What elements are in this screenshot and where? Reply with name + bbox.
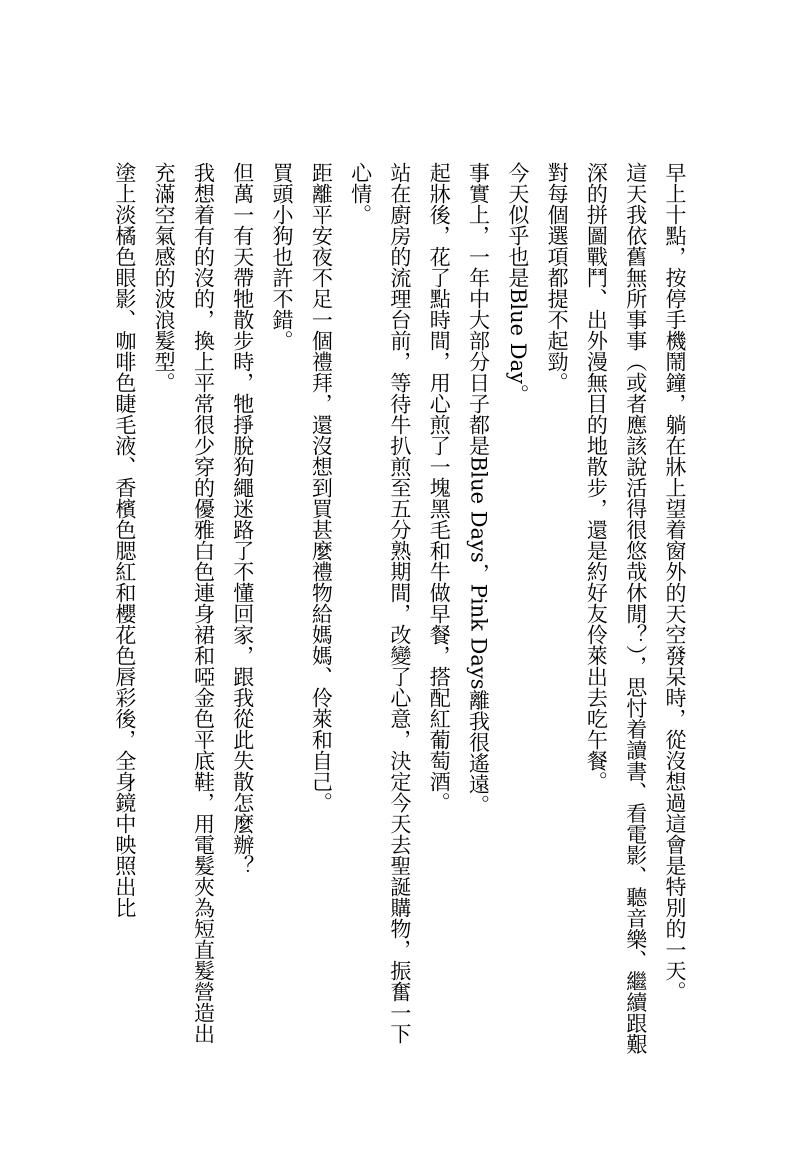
- paragraph-1: 早上十點，按停手機鬧鐘，躺在牀上望着窗外的天空發呆時，從沒想過這會是特別的一天。: [663, 162, 687, 1002]
- paragraph-4: 今天似乎也是Blue Day。: [505, 162, 530, 405]
- paragraph-10: 但萬一有天帶牠散步時，牠掙脫狗繩迷路了不懂回家，跟我從此失散怎麼辦？: [230, 162, 255, 876]
- paragraph-8: 距離平安夜不足一個禮拜，還沒想到買甚麼禮物給媽媽、伶萊和自己。: [309, 162, 334, 813]
- vertical-text-body: [105, 162, 694, 1062]
- paragraph-6: 起牀後，花了點時間，用心煎了一塊黑毛和牛做早餐，搭配紅葡萄酒。: [427, 162, 452, 813]
- paragraph-2: 這天我依舊無所事事（或者應該說活得很悠哉休閒？），思忖着讀書、看電影、聽音樂、繼續跟艱深的拼圖戰鬥、出外漫無目的地散步，還是約好友伶萊出去吃午餐。: [584, 162, 648, 1055]
- paragraph-11: 我想着有的沒的，換上平常很少穿的優雅白色連身裙和啞金色平底鞋，用電髮夾為短直髮營造出充滿空氣感的波浪髮型。: [152, 162, 216, 1044]
- paragraph-5: 事實上，一年中大部分日子都是Blue Days，Pink Days離我很遙遠。: [466, 162, 491, 816]
- paragraph-7: 站在廚房的流理台前，等待牛扒煎至五分熟期間，改變了心意，決定今天去聖誕購物，振奮一下心情。: [348, 162, 412, 1044]
- paragraph-9: 買頭小狗也許不錯。: [270, 162, 295, 351]
- paragraph-12: 塗上淡橘色眼影、咖啡色睫毛液、香檳色腮紅和櫻花色唇彩後，全身鏡中映照出比: [112, 162, 137, 918]
- paragraph-3: 對每個選項都提不起勁。: [545, 162, 570, 393]
